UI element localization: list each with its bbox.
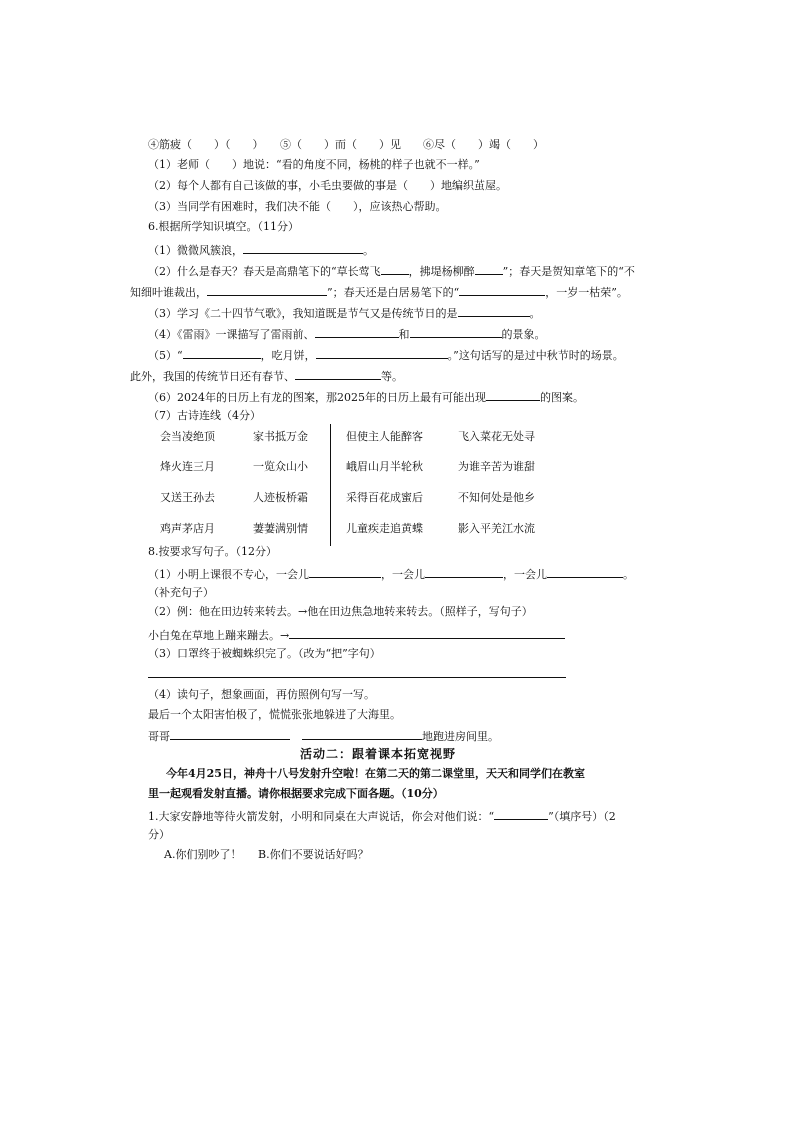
- activity-2-heading: 活动二：跟着课本拓宽视野: [300, 747, 457, 761]
- sec6-q7-title: （7）古诗连线（4分）: [148, 409, 261, 422]
- poem-right2-3[interactable]: 影入平羌江水流: [458, 522, 535, 535]
- answer-blank[interactable]: [183, 347, 261, 359]
- option-b[interactable]: B.你们不要说话好吗？: [258, 848, 369, 861]
- text: ，一会儿: [381, 568, 425, 581]
- text: ，拂堤杨柳醉: [408, 265, 475, 278]
- text: 。: [623, 568, 634, 581]
- sec8-q2: [148, 627, 565, 643]
- sec6-q4: [148, 326, 546, 342]
- poem-left1-0[interactable]: 会当凌绝顶: [160, 430, 215, 443]
- text: ，一会儿: [503, 568, 547, 581]
- text: 1.大家安静地等待火箭发射，小明和同桌在大声说话，你会对他们说：“: [148, 810, 495, 823]
- answer-blank[interactable]: [425, 566, 503, 578]
- text: （1）小明上课很不专心，一会儿: [148, 568, 309, 581]
- question-2: （2）每个人都有自己该做的事，小毛虫要做的事是（ ）地编织茧屋。: [148, 179, 507, 192]
- text: ”；春天还是白居易笔下的“: [327, 286, 460, 299]
- text: （1）微微风簇浪，: [148, 244, 243, 257]
- sec8-q1: [148, 566, 634, 582]
- sec8-q4-example: 最后一个太阳害怕极了，慌慌张张地躲进了大海里。: [148, 708, 401, 721]
- text: 小白兔在草地上蹦来蹦去。→: [148, 629, 290, 642]
- text: 的图案。: [540, 391, 584, 404]
- poem-right1-3[interactable]: 儿童疾走追黄蝶: [346, 522, 423, 535]
- answer-blank[interactable]: [295, 368, 381, 380]
- text: 的景象。: [501, 328, 546, 341]
- text: （2）什么是春天？春天是高鼎笔下的“草长莺飞: [148, 265, 381, 278]
- answer-blank[interactable]: [243, 242, 363, 254]
- answer-blank[interactable]: [458, 305, 530, 317]
- poem-left1-2[interactable]: 又送王孙去: [160, 491, 215, 504]
- answer-blank[interactable]: [302, 728, 422, 740]
- sec8-q1-note: （补充句子）: [148, 586, 214, 599]
- text: 等。: [381, 370, 403, 383]
- sec8-q2-example: （2）例：他在田边转来转去。→他在田边焦急地转来转去。（照样子，写句子）: [148, 605, 533, 618]
- text: 此外，我国的传统节日还有春节、: [130, 370, 295, 383]
- sec6-q2-line2: [130, 284, 628, 300]
- poem-right2-1[interactable]: 为谁辛苦为谁甜: [458, 460, 535, 473]
- activity-2-q1: [148, 808, 616, 824]
- sec6-q3: [148, 305, 541, 321]
- poem-right1-0[interactable]: 但使主人能醉客: [346, 430, 423, 443]
- poem-left2-1[interactable]: 一览众山小: [253, 460, 308, 473]
- sec8-q4-answer: [148, 728, 499, 744]
- answer-blank[interactable]: [316, 347, 448, 359]
- text: 哥哥: [148, 730, 170, 743]
- answer-blank[interactable]: [381, 263, 409, 275]
- answer-blank[interactable]: [309, 566, 381, 578]
- answer-blank[interactable]: [475, 263, 503, 275]
- text: ”（填序号）（2: [548, 810, 616, 823]
- answer-blank[interactable]: [315, 326, 399, 338]
- sec6-q5-line1: [148, 347, 624, 363]
- text: 。: [529, 307, 541, 320]
- text: ，吃月饼，: [260, 349, 316, 362]
- text: （4）《雷雨》一课描写了雷雨前、: [148, 328, 315, 341]
- answer-blank[interactable]: [170, 728, 290, 740]
- question-1: （1）老师（ ）地说：“看的角度不同，杨桃的样子也就不一样。”: [148, 158, 480, 171]
- activity-2-intro-1: 今年4月25日，神舟十八号发射升空啦！在第二天的第二课堂里，天天和同学们在教室: [166, 767, 585, 780]
- text: ，一岁一枯荣”。: [545, 286, 628, 299]
- text: （3）学习《二十四节气歌》，我知道既是节气又是传统节日的是: [148, 307, 458, 320]
- text: 。”这句话写的是过中秋节时的场景。: [447, 349, 624, 362]
- poem-left2-2[interactable]: 人迹板桥霜: [253, 491, 308, 504]
- poem-right1-2[interactable]: 采得百花成蜜后: [346, 491, 423, 504]
- text: 知细叶谁裁出，: [130, 286, 207, 299]
- answer-blank[interactable]: [207, 284, 327, 296]
- sec8-q4: （4）读句子，想象画面，再仿照例句写一写。: [148, 688, 375, 701]
- poem-left2-0[interactable]: 家书抵万金: [253, 430, 308, 443]
- sec6-q6: [148, 389, 584, 405]
- poem-divider: [330, 424, 331, 546]
- answer-blank[interactable]: [410, 326, 502, 338]
- text: ”；春天是贺知章笔下的“不: [502, 265, 635, 278]
- activity-2-intro-2: 里一起观看发射直播。请你根据要求完成下面各题。（10分）: [148, 787, 444, 800]
- poem-right1-1[interactable]: 峨眉山月半轮秋: [346, 460, 423, 473]
- poem-right2-0[interactable]: 飞入菜花无处寻: [458, 430, 535, 443]
- sec6-q1: [148, 242, 374, 258]
- sec8-q3: （3）口罩终于被蜘蛛织完了。（改为“把”字句）: [148, 647, 381, 660]
- poem-left1-3[interactable]: 鸡声茅店月: [160, 522, 215, 535]
- answer-blank[interactable]: [547, 566, 623, 578]
- poem-left2-3[interactable]: 萋萋满别情: [253, 522, 308, 535]
- answer-blank[interactable]: [459, 284, 545, 296]
- option-a[interactable]: A.你们别吵了！: [164, 848, 242, 861]
- text: 地跑进房间里。: [422, 730, 499, 743]
- answer-blank[interactable]: [289, 627, 565, 639]
- answer-line[interactable]: [148, 677, 566, 678]
- section-8-title: 8.按要求写句子。（12分）: [148, 545, 277, 558]
- answer-blank[interactable]: [494, 808, 548, 820]
- question-3: （3）当同学有困难时，我们决不能（ ），应该热心帮助。: [148, 200, 447, 213]
- poem-left1-1[interactable]: 烽火连三月: [160, 460, 215, 473]
- activity-2-q1-cont: 分）: [148, 828, 170, 841]
- text: 和: [398, 328, 410, 341]
- text: （6）2024年的日历上有龙的图案，那2025年的日历上最有可能出现: [148, 391, 486, 404]
- idiom-fill-line: ④筋疲（ ）（ ） ⑤（ ）而（ ）见 ⑥尽（ ）竭（ ）: [148, 138, 544, 151]
- section-6-title: 6.根据所学知识填空。（11分）: [148, 220, 299, 233]
- answer-blank[interactable]: [486, 389, 540, 401]
- poem-right2-2[interactable]: 不知何处是他乡: [458, 491, 535, 504]
- text: （5）“: [148, 349, 183, 362]
- text: 。: [363, 244, 374, 257]
- sec6-q5-line2: [130, 368, 403, 384]
- sec6-q2-line1: [148, 263, 635, 279]
